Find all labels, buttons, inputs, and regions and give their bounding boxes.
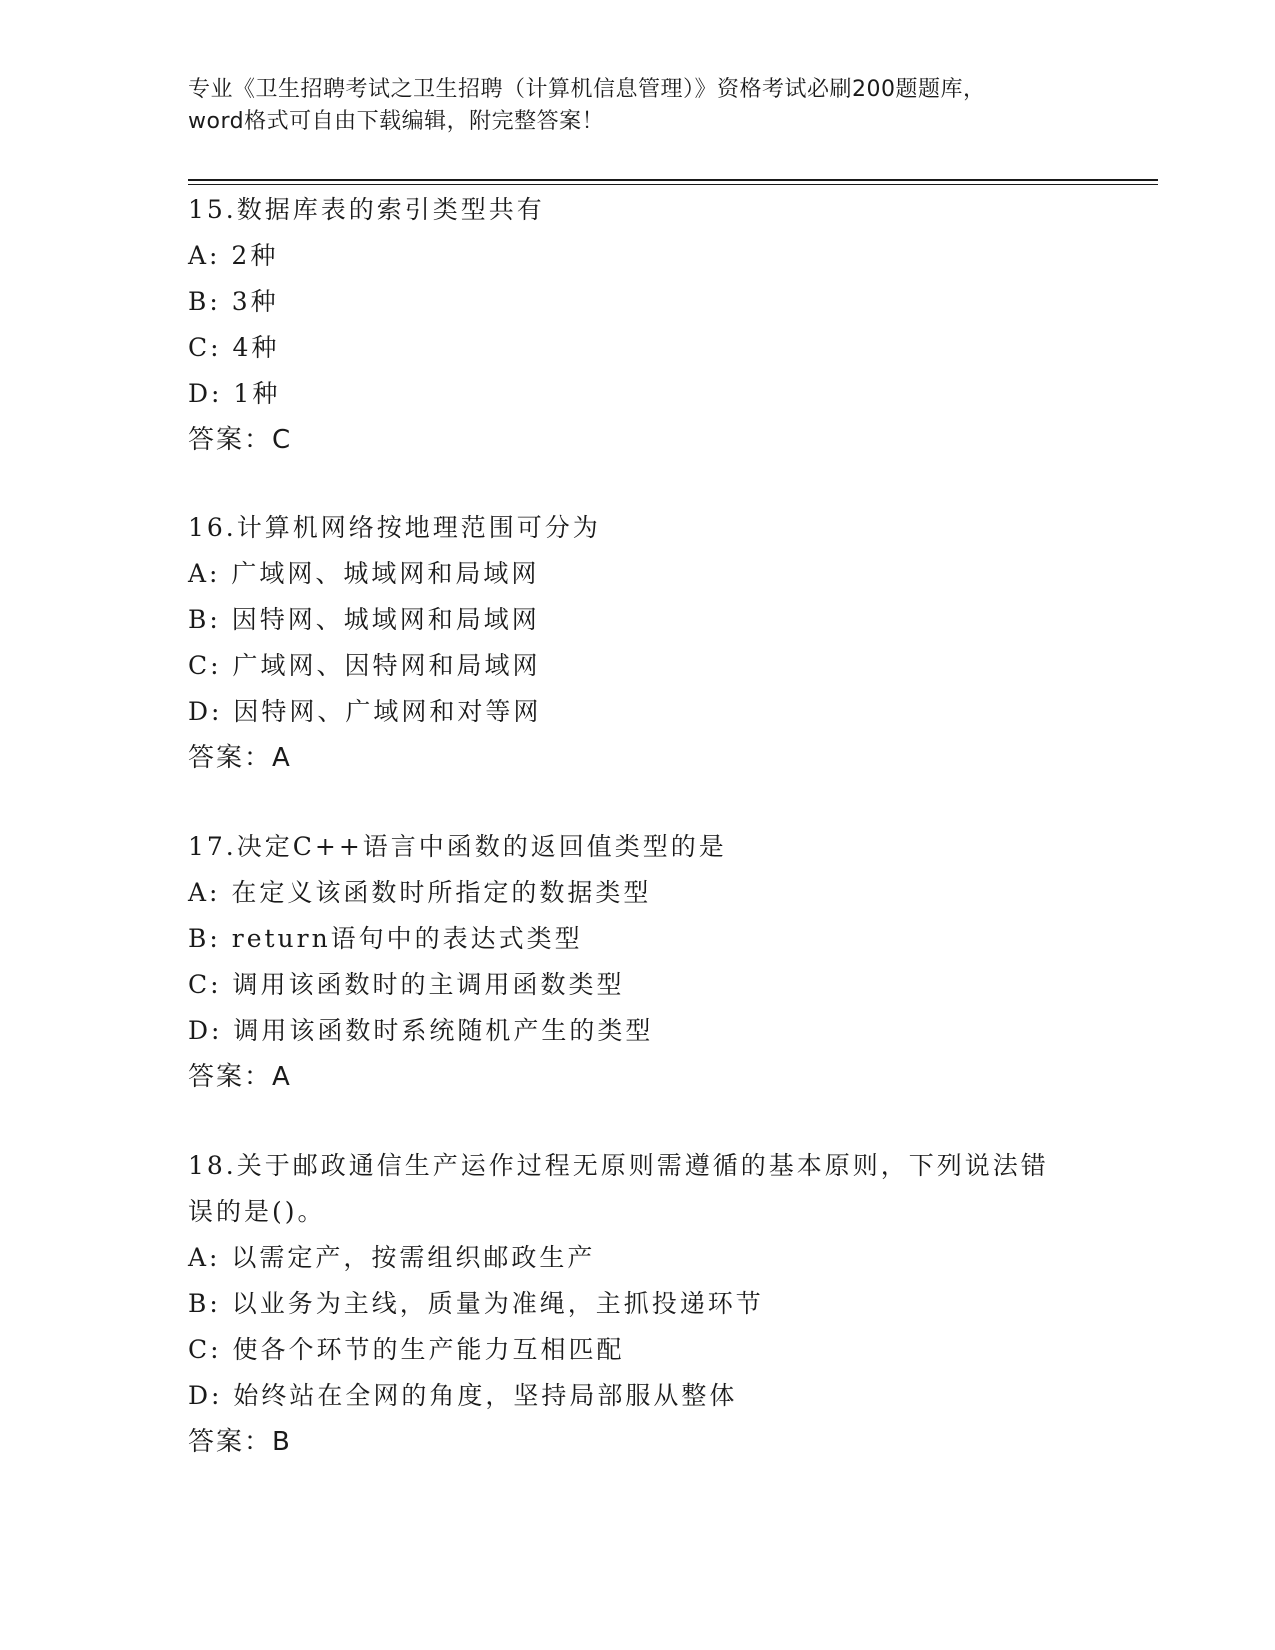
header-divider-thick [188, 179, 1158, 181]
answer-line: 答案：B [188, 1427, 292, 1457]
option-c: C: 4种 [188, 333, 280, 362]
question-stem: 15.数据库表的索引类型共有 [188, 195, 545, 224]
option-b: B: return语句中的表达式类型 [188, 924, 583, 953]
option-b: B: 3种 [188, 287, 279, 316]
question-stem: 16.计算机网络按地理范围可分为 [188, 513, 601, 542]
header-divider-thin [188, 184, 1158, 185]
option-b: B: 因特网、城域网和局域网 [188, 605, 540, 634]
answer-line: 答案：A [188, 743, 292, 773]
option-a: A: 以需定产，按需组织邮政生产 [188, 1243, 596, 1272]
question-15 [188, 187, 1088, 463]
option-a: A: 广域网、城域网和局域网 [188, 559, 540, 588]
option-c: C: 广域网、因特网和局域网 [188, 651, 541, 680]
question-17 [188, 824, 1088, 1100]
option-a: A: 在定义该函数时所指定的数据类型 [188, 878, 652, 907]
header-title-line-2: word格式可自由下载编辑，附完整答案！ [188, 109, 605, 134]
option-a: A: 2种 [188, 241, 279, 270]
header-title-line-1: 专业《卫生招聘考试之卫生招聘（计算机信息管理）》资格考试必刷200题题库， [188, 77, 986, 102]
question-stem: 18.关于邮政通信生产运作过程无原则需遵循的基本原则，下列说法错误的是()。 [188, 1151, 1049, 1226]
option-d: D: 始终站在全网的角度，坚持局部服从整体 [188, 1381, 738, 1410]
question-18 [188, 1143, 1088, 1465]
answer-line: 答案：C [188, 425, 293, 455]
document-header [188, 74, 1088, 138]
question-stem: 17.决定C++语言中函数的返回值类型的是 [188, 832, 727, 861]
option-c: C: 使各个环节的生产能力互相匹配 [188, 1335, 625, 1364]
option-b: B: 以业务为主线，质量为准绳，主抓投递环节 [188, 1289, 764, 1318]
question-16 [188, 505, 1088, 781]
option-d: D: 因特网、广域网和对等网 [188, 697, 542, 726]
answer-line: 答案：A [188, 1062, 292, 1092]
option-d: D: 1种 [188, 379, 281, 408]
option-d: D: 调用该函数时系统随机产生的类型 [188, 1016, 654, 1045]
option-c: C: 调用该函数时的主调用函数类型 [188, 970, 625, 999]
